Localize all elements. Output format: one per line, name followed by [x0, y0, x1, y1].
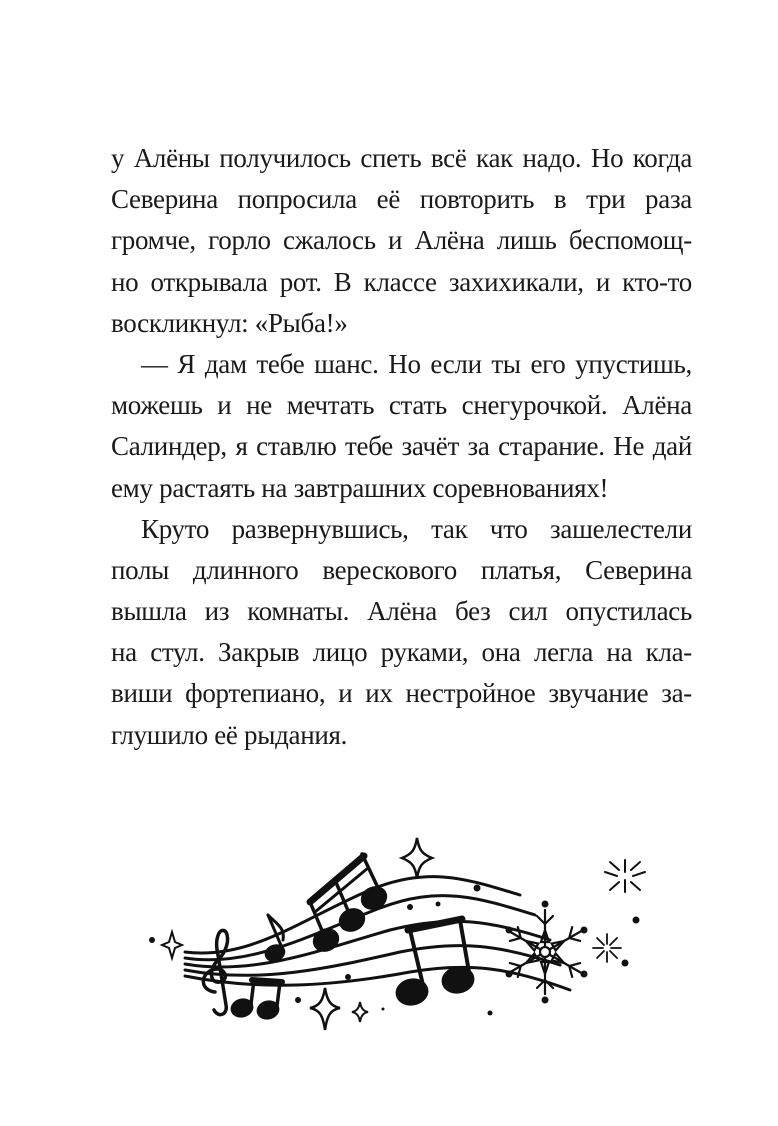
text-line: громче, горло сжалось и Алёна лишь беспомощ-: [111, 225, 692, 256]
body-text: [111, 138, 692, 756]
text-line: но открывала рот. В классе захихикали, и кто-то: [111, 266, 692, 297]
text-line: виши фортепиано, и их нестройное звучание за-: [111, 678, 692, 709]
text-line: ему растаять на завтрашних соревнованиях!: [111, 472, 609, 503]
text-line: вышла из комнаты. Алёна без сил опустилась: [111, 596, 692, 627]
text-line: глушило её рыдания.: [111, 719, 348, 750]
text-line: на стул. Закрыв лицо руками, она легла на кла-: [111, 637, 692, 668]
text-line: воскликнул: «Рыба!»: [111, 307, 348, 338]
text-line: Северина попросила её повторить в три раза: [111, 184, 692, 215]
text-line: Круто развернувшись, так что зашелестели: [141, 513, 692, 544]
text-line: — Я дам тебе шанс. Но если ты его упустишь,: [141, 348, 692, 379]
text-line: у Алёны получилось спеть всё как надо. Но когда: [111, 143, 692, 173]
text-line: полы длинного верескового платья, Северина: [111, 554, 692, 585]
text-line: можешь и не мечтать стать снегурочкой. Алёна: [111, 390, 692, 421]
text-line: Салиндер, я ставлю тебе зачёт за старание. Не дай: [111, 431, 692, 462]
music-notes-ornament: [140, 820, 650, 1040]
